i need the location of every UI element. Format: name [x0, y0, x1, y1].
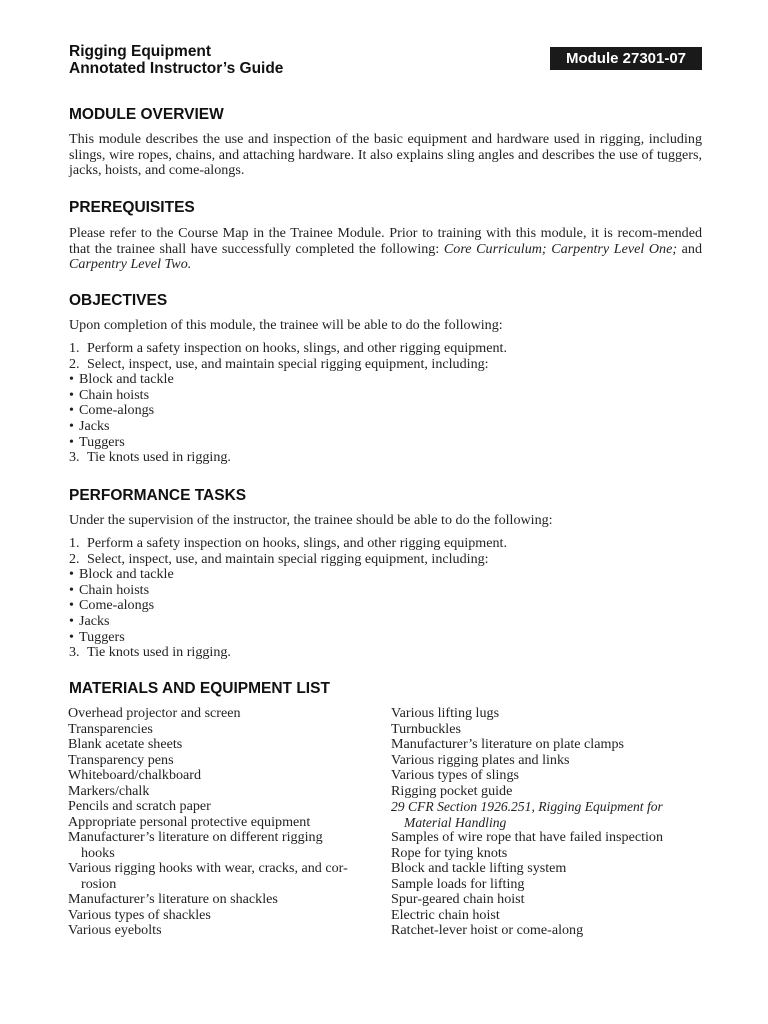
prerequisite-course-2: Carpentry Level Two.	[69, 256, 192, 273]
performance-tasks-intro: Under the supervision of the instructor, the trainee should be able to do the following:	[69, 512, 553, 528]
performance-tasks-list	[69, 536, 702, 661]
bullet-icon: •	[69, 566, 74, 583]
task-text: Tie knots used in rigging.	[87, 644, 231, 661]
bullet-icon: •	[69, 386, 74, 403]
objective-subitem	[69, 372, 702, 388]
objective-subitem-text: Block and tackle	[79, 371, 174, 388]
document-title	[69, 43, 283, 77]
task-subitem	[69, 583, 702, 599]
task-subitem-text: Block and tackle	[79, 566, 174, 583]
task-number: 1.	[69, 535, 80, 551]
module-overview-heading: MODULE OVERVIEW	[69, 106, 224, 123]
material-item: Sample loads for lifting	[391, 875, 525, 892]
material-item: Manufacturer’s literature on plate clamps	[391, 736, 624, 752]
material-item: Block and tackle lifting system	[391, 860, 567, 876]
objective-subitem	[69, 419, 702, 435]
bullet-icon: •	[69, 402, 74, 419]
material-item: Whiteboard/chalkboard	[68, 767, 202, 783]
material-item: Transparencies	[68, 720, 153, 737]
task-subitem-text: Tuggers	[79, 628, 125, 645]
task-item	[69, 552, 702, 568]
material-item: Manufacturer’s literature on shackles	[68, 891, 278, 907]
material-item: Appropriate personal protective equipment	[68, 813, 311, 830]
objective-item	[69, 357, 702, 373]
task-text: Select, inspect, use, and maintain special rigging equipment, including:	[87, 550, 489, 567]
material-item: Various eyebolts	[68, 922, 162, 938]
materials-heading: MATERIALS AND EQUIPMENT LIST	[69, 680, 330, 697]
objective-text: Tie knots used in rigging.	[87, 449, 231, 466]
objective-subitem	[69, 403, 702, 419]
module-badge: Module 27301-07	[550, 47, 702, 70]
material-item: Samples of wire rope that have failed inspection	[391, 829, 663, 845]
material-item: Various lifting lugs	[391, 705, 500, 721]
task-subitem	[69, 598, 702, 614]
material-item: Ratchet-lever hoist or come-along	[391, 922, 584, 938]
material-item: Various rigging hooks with wear, cracks, and cor-rosion	[68, 860, 348, 892]
title-line-1: Rigging Equipment	[69, 43, 212, 60]
objective-number: 3.	[69, 449, 80, 466]
task-subitem-text: Chain hoists	[79, 581, 150, 598]
material-item: Markers/chalk	[68, 782, 150, 799]
module-overview-text: This module describes the use and inspection of the basic equipment and hardware used in rigging, including slings, wire ropes, chains, and attaching hardware. It also explains sling angles and describes the use of tuggers, jacks, hoists, and come-alongs.	[69, 131, 702, 179]
material-item-regulation: 29 CFR Section 1926.251, Rigging Equipment for Material Handling	[391, 799, 663, 830]
material-item: Turnbuckles	[391, 720, 461, 737]
objective-subitem-text: Chain hoists	[79, 386, 150, 403]
task-item	[69, 536, 702, 552]
task-subitem	[69, 567, 702, 583]
material-item: Transparency pens	[68, 751, 174, 768]
prerequisites-and: and	[677, 240, 703, 257]
material-item: Various types of slings	[391, 767, 520, 783]
bullet-icon: •	[69, 581, 74, 598]
bullet-icon: •	[69, 371, 74, 388]
task-subitem	[69, 614, 702, 630]
prerequisites-text	[69, 226, 702, 273]
material-item: Rope for tying knots	[391, 844, 508, 861]
bullet-icon: •	[69, 612, 74, 629]
task-subitem	[69, 630, 702, 646]
objective-number: 1.	[69, 340, 80, 356]
objective-text: Perform a safety inspection on hooks, slings, and other rigging equipment.	[87, 340, 507, 356]
task-item	[69, 645, 702, 661]
performance-tasks-heading: PERFORMANCE TASKS	[69, 487, 247, 504]
materials-list-left	[68, 706, 368, 939]
objective-text: Select, inspect, use, and maintain special rigging equipment, including:	[87, 355, 489, 372]
prerequisites-heading: PREREQUISITES	[69, 199, 195, 216]
prerequisites-text-main: Please refer to the Course Map in the Trainee Module. Prior to training with this module, it is recom-mended that the trainee shall have successfully completed the following:	[69, 225, 702, 257]
objective-subitem	[69, 388, 702, 404]
material-item: Various rigging plates and links	[391, 751, 570, 768]
objective-item	[69, 450, 702, 466]
objectives-list	[69, 341, 702, 466]
materials-list-right	[391, 706, 702, 939]
material-item: Various types of shackles	[68, 906, 211, 923]
objectives-heading: OBJECTIVES	[69, 292, 168, 309]
objective-subitem-text: Jacks	[79, 417, 110, 434]
material-item: Rigging pocket guide	[391, 782, 513, 799]
task-subitem-text: Come-alongs	[79, 597, 155, 614]
task-subitem-text: Jacks	[79, 612, 110, 629]
bullet-icon: •	[69, 628, 74, 645]
material-item: Overhead projector and screen	[68, 705, 241, 721]
objective-subitem-text: Come-alongs	[79, 402, 155, 419]
bullet-icon: •	[69, 597, 74, 614]
material-item: Electric chain hoist	[391, 906, 500, 923]
objective-subitem	[69, 435, 702, 451]
prerequisite-course-1: Core Curriculum; Carpentry Level One;	[443, 240, 678, 257]
material-item: Pencils and scratch paper	[68, 798, 211, 814]
objectives-intro: Upon completion of this module, the trainee will be able to do the following:	[69, 317, 503, 333]
objective-number: 2.	[69, 355, 80, 372]
task-number: 3.	[69, 644, 80, 661]
bullet-icon: •	[69, 433, 74, 450]
material-item: Manufacturer’s literature on different rigging hooks	[68, 829, 323, 861]
title-line-2: Annotated Instructor’s Guide	[69, 60, 284, 77]
objective-subitem-text: Tuggers	[79, 433, 125, 450]
task-number: 2.	[69, 550, 80, 567]
material-item: Blank acetate sheets	[68, 736, 183, 752]
material-item: Spur-geared chain hoist	[391, 891, 525, 907]
task-text: Perform a safety inspection on hooks, slings, and other rigging equipment.	[87, 535, 507, 551]
objective-item	[69, 341, 702, 357]
bullet-icon: •	[69, 417, 74, 434]
